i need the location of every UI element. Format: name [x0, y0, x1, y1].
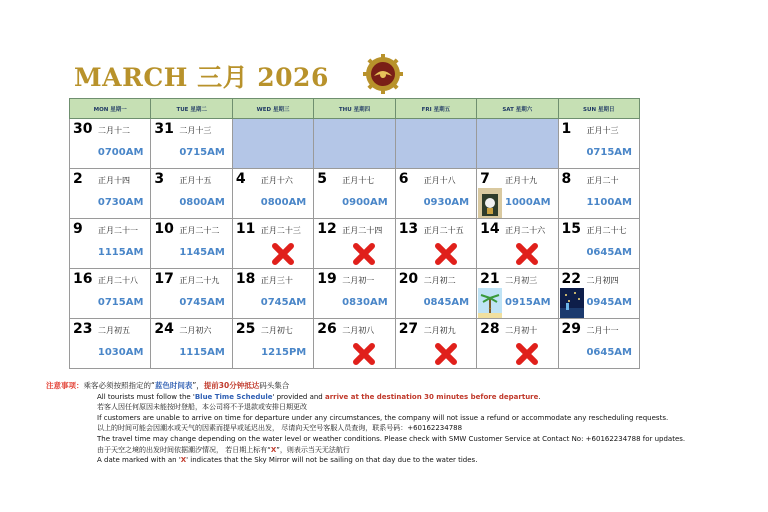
calendar-empty-cell: [232, 119, 313, 169]
departure-time: 0645AM: [586, 347, 632, 358]
departure-time: 0900AM: [342, 197, 388, 208]
lunar-date: 正月二十六: [505, 226, 546, 235]
note-line-7: [46, 445, 746, 456]
weekday-header-row: [70, 99, 640, 119]
note-line-4: If customers are unable to arrive on time for departure under any circumstances, the company will not issue a refund or accommodate any rescheduling requests.: [97, 413, 669, 422]
lunar-date: 二月十三: [179, 126, 212, 135]
no-sailing-x-icon: [271, 242, 295, 266]
lunar-date: 正月三十: [260, 276, 293, 285]
calendar-day-14: [477, 219, 558, 269]
day-number: 10: [154, 221, 174, 237]
calendar-day-31: [151, 119, 232, 169]
day-number: 11: [235, 221, 256, 237]
departure-time: 0800AM: [179, 197, 225, 208]
calendar-week-row: [70, 319, 640, 369]
note-line-6: The travel time may change depending on the water level or weather conditions. Please check with SMW Customer Service at Contact No: +60162234788 for updates.: [97, 434, 686, 443]
calendar-day-19: [314, 269, 395, 319]
calendar-day-18: [232, 269, 313, 319]
departure-time: 0930AM: [423, 197, 470, 208]
lunar-date: 二月初九: [423, 326, 456, 335]
departure-time: 0745AM: [260, 297, 307, 308]
calendar-day-25: [232, 319, 313, 369]
calendar-day-6: [395, 169, 476, 219]
lunar-date: 二月初四: [586, 276, 619, 285]
day-number: 27: [398, 321, 419, 337]
note-highlight: Blue Time Schedule: [194, 392, 273, 401]
day-number: 21: [480, 271, 500, 287]
day-number: 8: [561, 171, 572, 187]
calendar-week-row: [70, 269, 640, 319]
note-text: ”，: [192, 381, 204, 390]
weekday-header: SUN 星期日: [558, 99, 639, 119]
departure-time: 1215PM: [261, 347, 307, 358]
departure-time: 0915AM: [505, 297, 551, 308]
departure-time: 1115AM: [97, 247, 144, 258]
day-number: 15: [561, 221, 582, 237]
note-line-1: [46, 381, 746, 392]
lunar-date: 正月二十九: [179, 276, 220, 285]
departure-time: 1030AM: [97, 347, 144, 358]
calendar-day-10: [151, 219, 232, 269]
calendar-day-23: [70, 319, 151, 369]
weekday-header: SAT 星期六: [477, 99, 558, 119]
lunar-date: 正月十七: [342, 176, 375, 185]
calendar-week-row: [70, 119, 640, 169]
note-text: .: [538, 392, 541, 401]
calendar-empty-cell: [395, 119, 476, 169]
lunar-date: 二月十一: [586, 326, 619, 335]
lunar-date: 正月十九: [505, 176, 538, 185]
note-line-5: 以上的时间可能会因潮水或天气的因素而提早或延迟出发， 尽请向天空号客服人员查询，联系号码：+60162234788: [97, 424, 463, 433]
day-number: 17: [154, 271, 174, 287]
lunar-date: 二月初六: [179, 326, 212, 335]
day-number: 24: [154, 321, 174, 337]
note-line-8: [46, 455, 746, 466]
day-number: 23: [73, 321, 93, 337]
calendar-day-4: [232, 169, 313, 219]
calendar-day-11: [232, 219, 313, 269]
thumb-night-image: [560, 288, 584, 318]
lunar-date: 正月二十五: [423, 226, 464, 235]
lunar-date: 正月二十八: [98, 276, 138, 285]
calendar-day-21: [477, 269, 558, 319]
calendar-day-22: [558, 269, 639, 319]
calendar-day-30: [70, 119, 151, 169]
day-number: 29: [561, 321, 582, 337]
departure-time: 0800AM: [260, 197, 307, 208]
departure-time: 0700AM: [97, 147, 144, 158]
lunar-date: 二月初十: [505, 326, 538, 335]
departure-time: 1145AM: [179, 247, 225, 258]
day-number: 3: [154, 171, 165, 187]
note-line-3: 若客人因任何原因未能按时登船，本公司将不予退款或安排日期更改: [97, 403, 307, 412]
note-text: 码头集合: [259, 381, 290, 390]
company-logo-icon: [363, 54, 403, 94]
note-highlight: X: [180, 456, 187, 465]
lunar-date: 二月初八: [342, 326, 375, 335]
weekday-header: FRI 星期五: [395, 99, 476, 119]
calendar-day-28: [477, 319, 558, 369]
notes-section: [46, 381, 746, 466]
departure-time: 1115AM: [179, 347, 225, 358]
lunar-date: 二月初七: [260, 326, 293, 335]
note-line-2: [46, 392, 746, 403]
lunar-date: 正月二十: [586, 176, 619, 185]
day-number: 26: [317, 321, 337, 337]
no-sailing-x-icon: [352, 342, 376, 366]
calendar-day-3: [151, 169, 232, 219]
lunar-date: 正月二十四: [342, 226, 383, 235]
note-text: 由于天空之境的出发时间依据潮汐情况， 若日期上标有“: [97, 445, 271, 454]
calendar-week-row: [70, 169, 640, 219]
lunar-date: 正月十八: [423, 176, 456, 185]
lunar-date: 正月十六: [260, 176, 293, 185]
weekday-header: THU 星期四: [314, 99, 395, 119]
departure-time: 0945AM: [586, 297, 632, 308]
svg-text:~: ~: [488, 306, 492, 311]
day-number: 6: [398, 171, 409, 187]
note-text: ' provided and: [272, 392, 325, 401]
calendar-day-2: [70, 169, 151, 219]
departure-time: 0830AM: [342, 297, 388, 308]
calendar-day-7: [477, 169, 558, 219]
departure-time: 1000AM: [505, 197, 551, 208]
no-sailing-x-icon: [434, 342, 458, 366]
day-number: 4: [235, 171, 246, 187]
weekday-header: TUE 星期二: [151, 99, 232, 119]
day-number: 12: [317, 221, 337, 237]
note-text: A date marked with an ': [97, 456, 181, 465]
calendar-day-15: [558, 219, 639, 269]
lunar-date: 二月初五: [98, 326, 130, 335]
day-number: 1: [561, 121, 572, 137]
departure-time: 0730AM: [97, 197, 144, 208]
no-sailing-x-icon: [515, 242, 539, 266]
lunar-date: 正月二十一: [98, 226, 138, 235]
day-number: 19: [317, 271, 337, 287]
note-text: 乘客必须按照指定的“: [83, 381, 155, 390]
day-number: 31: [154, 121, 174, 137]
lunar-date: 正月二十二: [179, 226, 220, 235]
calendar-grid: [69, 98, 640, 369]
calendar-day-1: [558, 119, 639, 169]
day-number: 14: [480, 221, 500, 237]
thumb-shrine-image: [478, 188, 502, 218]
departure-time: 0715AM: [97, 297, 144, 308]
day-number: 2: [73, 171, 83, 187]
calendar-day-26: [314, 319, 395, 369]
weekday-header: WED 星期三: [232, 99, 313, 119]
note-highlight: 蓝色时间表: [154, 381, 193, 390]
lunar-date: 正月二十七: [586, 226, 627, 235]
calendar-empty-cell: [477, 119, 558, 169]
departure-time: 0845AM: [423, 297, 470, 308]
lunar-date: 正月十五: [179, 176, 212, 185]
day-number: 28: [480, 321, 500, 337]
page-title: MARCH 三月 2026: [74, 63, 329, 92]
calendar-empty-cell: [314, 119, 395, 169]
no-sailing-x-icon: [515, 342, 539, 366]
note-highlight: 提前30分钟抵达: [203, 381, 260, 390]
day-number: 25: [235, 321, 256, 337]
lunar-date: 二月初三: [505, 276, 538, 285]
note-text: ' indicates that the Sky Mirror will not be sailing on that day due to the water tides.: [186, 456, 478, 465]
note-highlight: X: [270, 445, 277, 454]
day-number: 30: [73, 121, 93, 137]
no-sailing-x-icon: [434, 242, 458, 266]
day-number: 5: [317, 171, 328, 187]
departure-time: 0645AM: [586, 247, 632, 258]
calendar-day-17: [151, 269, 232, 319]
day-number: 22: [561, 271, 582, 287]
lunar-date: 二月初一: [342, 276, 375, 285]
calendar-day-29: [558, 319, 639, 369]
lunar-date: 正月十四: [98, 176, 130, 185]
calendar-day-27: [395, 319, 476, 369]
note-highlight: arrive at the destination 30 minutes before departure: [324, 392, 539, 401]
departure-time: 0715AM: [179, 147, 225, 158]
calendar-day-24: [151, 319, 232, 369]
departure-time: 0745AM: [179, 297, 225, 308]
departure-time: 0715AM: [586, 147, 632, 158]
lunar-date: 二月十二: [98, 126, 130, 135]
calendar-day-8: [558, 169, 639, 219]
calendar-day-9: [70, 219, 151, 269]
note-text: All tourists must follow the ': [97, 392, 195, 401]
day-number: 18: [235, 271, 256, 287]
calendar-day-12: [314, 219, 395, 269]
day-number: 16: [73, 271, 93, 287]
note-text: ”，则表示当天无法航行: [276, 445, 350, 454]
calendar-day-13: [395, 219, 476, 269]
thumb-palm-image: [478, 288, 502, 318]
lunar-date: 二月初二: [423, 276, 456, 285]
calendar-day-16: [70, 269, 151, 319]
lunar-date: 正月二十三: [260, 226, 301, 235]
notes-label: 注意事项：: [46, 381, 84, 390]
lunar-date: 正月十三: [586, 126, 619, 135]
departure-time: 1100AM: [586, 197, 632, 208]
calendar-week-row: [70, 219, 640, 269]
weekday-header: MON 星期一: [70, 99, 151, 119]
day-number: 13: [398, 221, 419, 237]
day-number: 9: [73, 221, 83, 237]
day-number: 7: [480, 171, 490, 187]
day-number: 20: [398, 271, 419, 287]
calendar-day-5: [314, 169, 395, 219]
calendar-day-20: [395, 269, 476, 319]
no-sailing-x-icon: [352, 242, 376, 266]
